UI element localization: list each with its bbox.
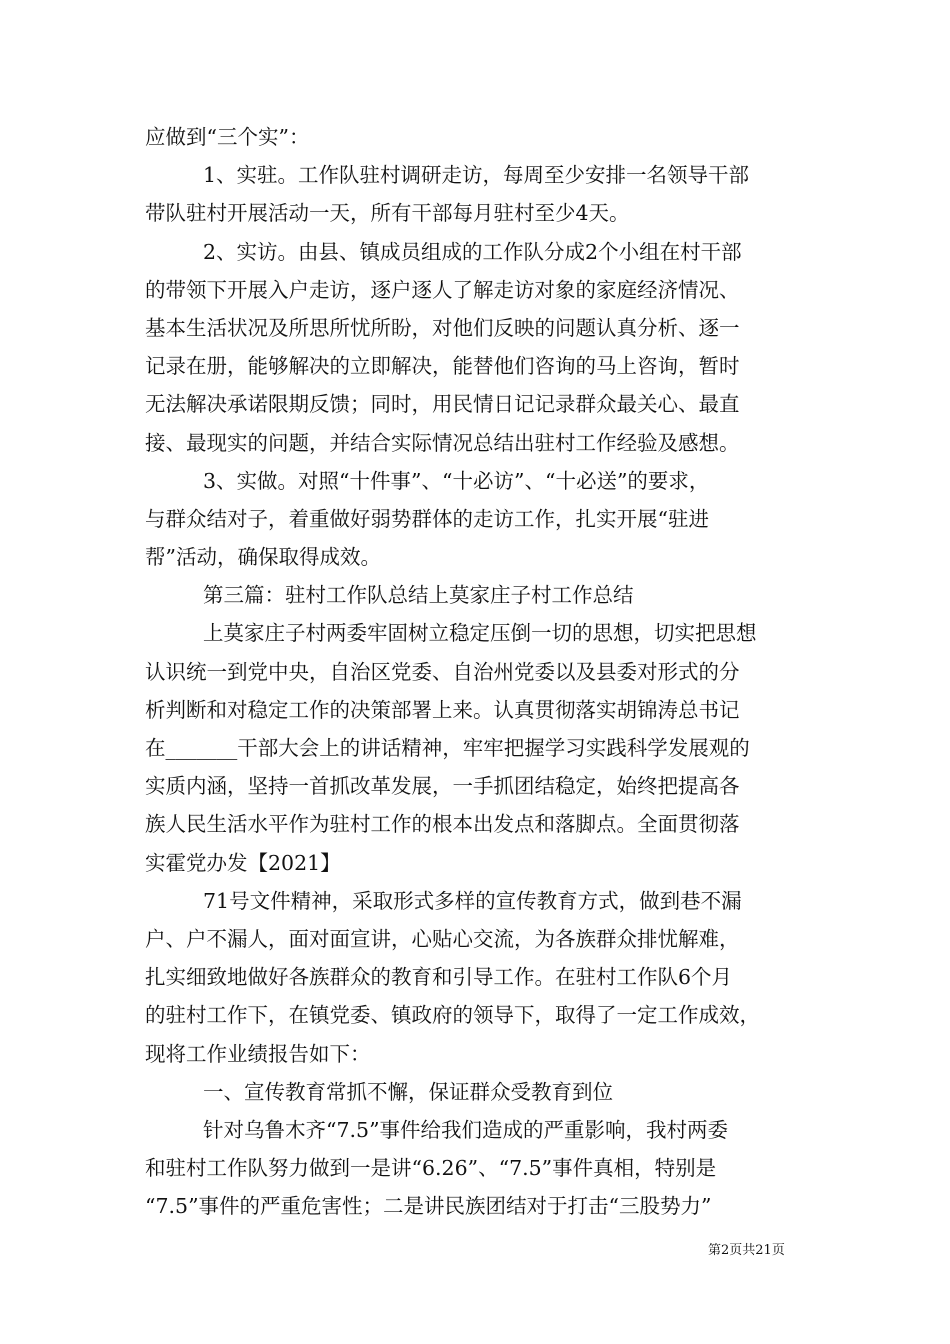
text-line: 扎实细致地做好各族群众的教育和引导工作。在驻村工作队6个月 [145, 965, 733, 990]
text-line: 针对乌鲁木齐“7.5”事件给我们造成的严重影响，我村两委 [203, 1117, 729, 1142]
text-line: 帮”活动，确保取得成效。 [145, 545, 381, 570]
document-body [145, 118, 825, 1225]
text-line: 接、最现实的问题，并结合实际情况总结出驻村工作经验及感想。 [145, 430, 740, 455]
text-line: 与群众结对子，着重做好弱势群体的走访工作，扎实开展“驻进 [145, 506, 709, 531]
text-line: 的驻村工作下，在镇党委、镇政府的领导下，取得了一定工作成效， [145, 1003, 760, 1028]
text-line: “7.5”事件的严重危害性；二是讲民族团结对于打击“三股势力” [145, 1194, 712, 1219]
page-number-footer: 第2页共21页 [708, 1243, 785, 1258]
text-line: 上莫家庄子村两委牢固树立稳定压倒一切的思想，切实把思想 [203, 621, 757, 646]
text-line: 第三篇：驻村工作队总结上莫家庄子村工作总结 [203, 583, 634, 608]
text-line: 3、实做。对照“十件事”、“十必访”、“十必送”的要求， [203, 468, 710, 493]
text-line: 户、户不漏人，面对面宣讲，心贴心交流，为各族群众排忧解难， [145, 926, 740, 951]
text-line: 的带领下开展入户走访，逐户逐人了解走访对象的家庭经济情况、 [145, 277, 740, 302]
text-line: 实霍党办发【2021】 [145, 850, 341, 875]
text-line: 应做到“三个实”： [145, 125, 310, 149]
text-line: 记录在册，能够解决的立即解决，能替他们咨询的马上咨询，暂时 [145, 354, 740, 379]
text-line: 族人民生活水平作为驻村工作的根本出发点和落脚点。全面贯彻落 [145, 812, 740, 837]
text-line: 1、实驻。工作队驻村调研走访，每周至少安排一名领导干部 [203, 163, 750, 188]
text-line: 71号文件精神，采取形式多样的宣传教育方式，做到巷不漏 [203, 888, 742, 913]
text-line: 实质内涵，坚持一首抓改革发展，一手抓团结稳定，始终把提高各 [145, 774, 740, 799]
text-line: 基本生活状况及所思所忧所盼，对他们反映的问题认真分析、逐一 [145, 315, 740, 340]
text-line: 无法解决承诺限期反馈；同时，用民情日记记录群众最关心、最直 [145, 392, 740, 417]
text-line: 带队驻村开展活动一天，所有干部每月驻村至少4天。 [145, 201, 630, 226]
text-line: 2、实访。由县、镇成员组成的工作队分成2个小组在村干部 [203, 239, 742, 264]
text-line: 在_______干部大会上的讲话精神，牢牢把握学习实践科学发展观的 [145, 736, 750, 760]
text-line: 一、宣传教育常抓不懈，保证群众受教育到位 [203, 1079, 613, 1104]
text-line: 和驻村工作队努力做到一是讲“6.26”、“7.5”事件真相，特别是 [145, 1156, 717, 1181]
text-line: 析判断和对稳定工作的决策部署上来。认真贯彻落实胡锦涛总书记 [145, 697, 740, 722]
text-line: 现将工作业绩报告如下： [145, 1041, 371, 1066]
text-line: 认识统一到党中央，自治区党委、自治州党委以及县委对形式的分 [145, 659, 740, 684]
